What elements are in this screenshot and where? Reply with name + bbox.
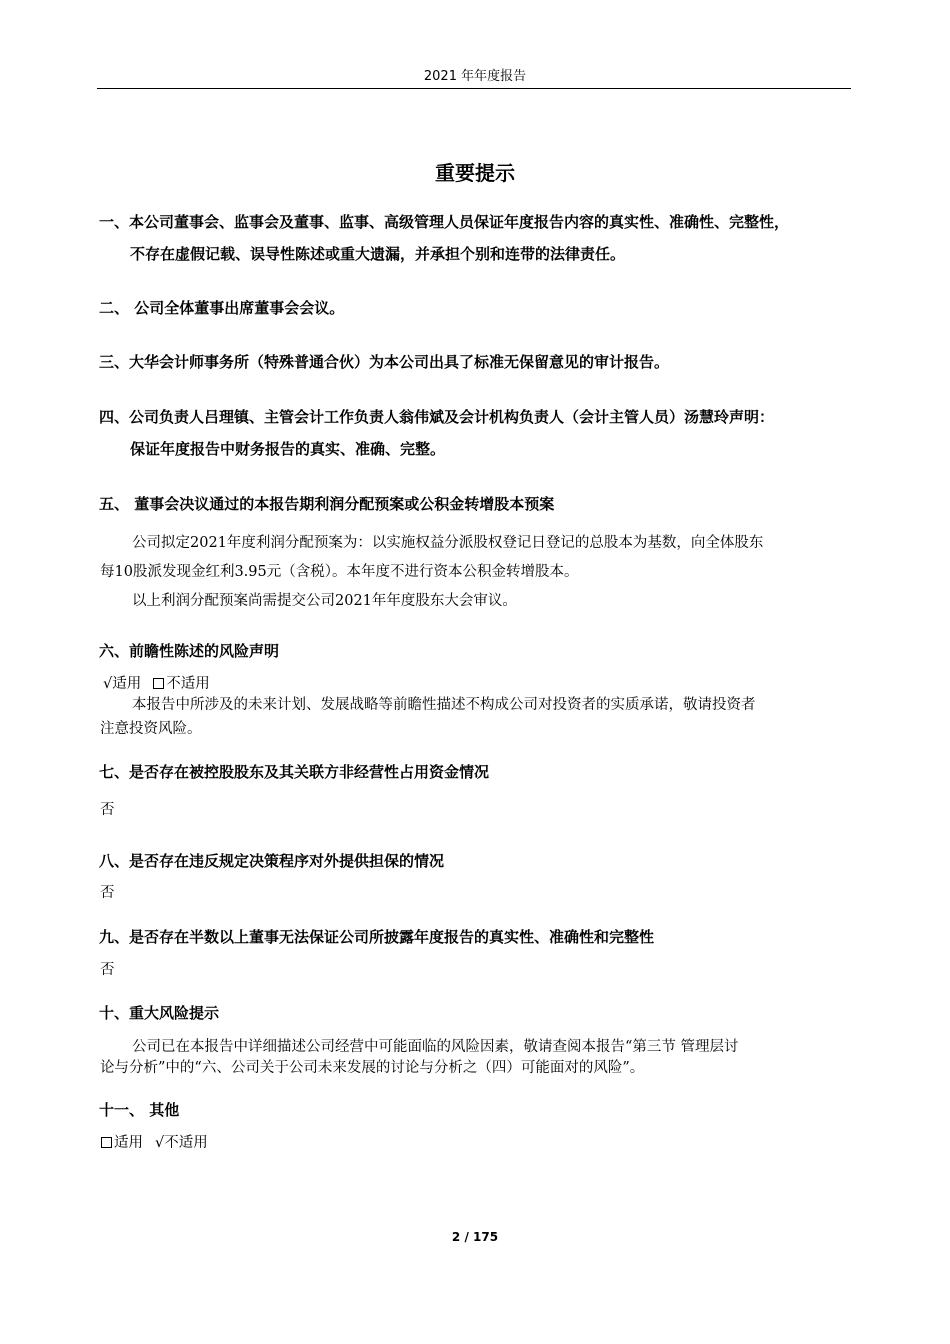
- page-title: 重要提示: [435, 161, 515, 185]
- checkmark-icon: √: [155, 1135, 165, 1151]
- running-header: 2021 年年度报告: [423, 69, 527, 84]
- section-10-para-line-1: 公司已在本报告中详细描述公司经营中可能面临的风险因素，敬请查阅本报告“第三节 管理层讨: [132, 1039, 739, 1055]
- page-number: 2 / 175: [451, 1230, 499, 1244]
- not-applicable-label: 不适用: [164, 1135, 208, 1151]
- section-5-para-1-line-2: 每10股派发现金红利3.95元（含税）。本年度不进行资本公积金转增股本。: [100, 564, 579, 580]
- section-11-heading: 十一、 其他: [99, 1101, 180, 1119]
- section-9-heading: 九、是否存在半数以上董事无法保证公司所披露年度报告的真实性、准确性和完整性: [99, 928, 655, 946]
- section-10-heading: 十、重大风险提示: [99, 1004, 220, 1022]
- section-6-para-line-2: 注意投资风险。: [100, 721, 202, 737]
- empty-checkbox-icon: [101, 1137, 112, 1148]
- checkmark-icon: √: [103, 676, 113, 692]
- applicable-label: 适用: [114, 1135, 143, 1151]
- section-6-para-line-1: 本报告中所涉及的未来计划、发展战略等前瞻性描述不构成公司对投资者的实质承诺，敬请投资者: [132, 697, 756, 713]
- section-1-line-2: 不存在虚假记载、误导性陈述或重大遗漏，并承担个别和连带的法律责任。: [130, 245, 626, 263]
- section-5-heading: 五、 董事会决议通过的本报告期利润分配预案或公积金转增股本预案: [99, 495, 555, 513]
- empty-checkbox-icon: [153, 678, 164, 689]
- section-10-para-line-2: 论与分析”中的“六、公司关于公司未来发展的讨论与分析之（四）可能面对的风险”。: [100, 1060, 645, 1076]
- section-6-heading: 六、前瞻性陈述的风险声明: [99, 642, 280, 660]
- section-2-heading: 二、 公司全体董事出席董事会会议。: [99, 299, 345, 317]
- section-7-heading: 七、是否存在被控股股东及其关联方非经营性占用资金情况: [99, 763, 490, 781]
- section-7-answer: 否: [100, 802, 115, 818]
- section-5-para-1-line-1: 公司拟定2021年度利润分配预案为：以实施权益分派股权登记日登记的总股本为基数，向全体股东: [132, 535, 764, 551]
- section-8-answer: 否: [100, 885, 115, 901]
- section-3-heading: 三、大华会计师事务所（特殊普通合伙）为本公司出具了标准无保留意见的审计报告。: [99, 353, 670, 371]
- section-1-line-1: 一、本公司董事会、监事会及董事、监事、高级管理人员保证年度报告内容的真实性、准确性、完整性，: [99, 213, 790, 231]
- section-11-applicability: [101, 1131, 208, 1155]
- not-applicable-label: 不适用: [166, 676, 210, 692]
- section-4-line-2: 保证年度报告中财务报告的真实、准确、完整。: [130, 440, 446, 458]
- section-5-para-2: 以上利润分配预案尚需提交公司2021年年度股东大会审议。: [132, 593, 517, 609]
- applicable-label: 适用: [112, 676, 142, 692]
- header-divider: [97, 88, 851, 89]
- section-4-line-1: 四、公司负责人吕理镇、主管会计工作负责人翁伟斌及会计机构负责人（会计主管人员）汤慧玲声明：: [99, 408, 775, 426]
- section-9-answer: 否: [100, 962, 115, 978]
- section-8-heading: 八、是否存在违反规定决策程序对外提供担保的情况: [99, 852, 445, 870]
